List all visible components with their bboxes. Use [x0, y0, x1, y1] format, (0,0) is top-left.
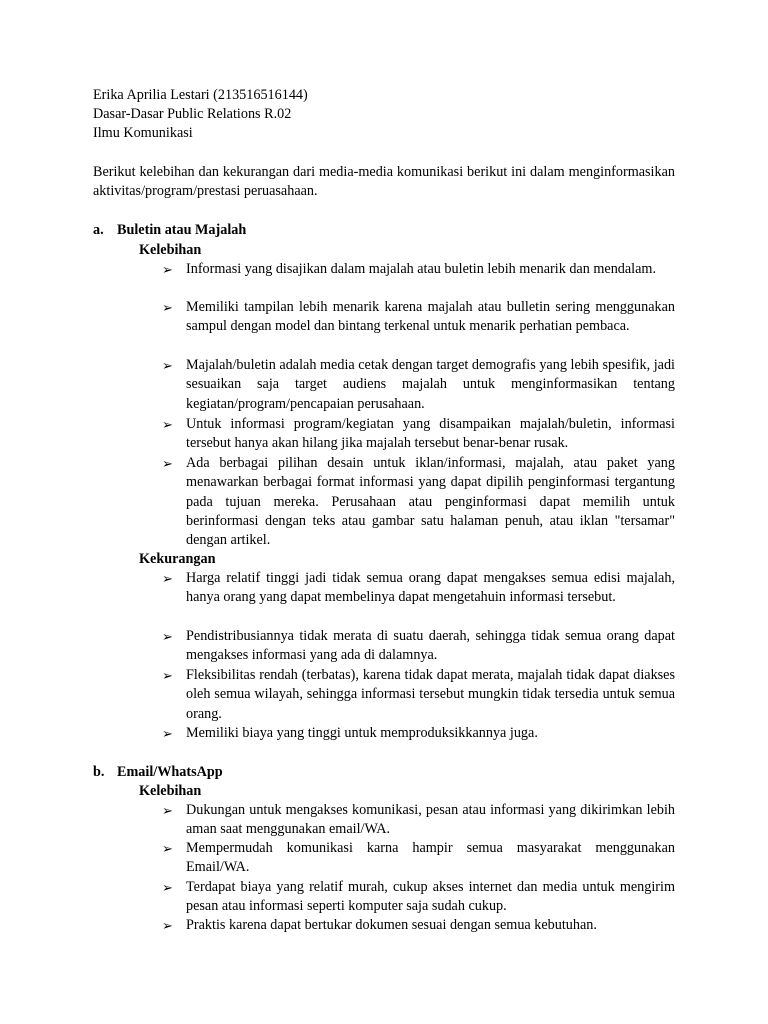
arrow-bullet-icon: ➢ — [162, 841, 173, 856]
section-a-letter: a. — [93, 222, 104, 238]
arrow-bullet-icon: ➢ — [162, 918, 173, 933]
list-item: Majalah/buletin adalah media cetak dengan target demografis yang lebih spesifik, jadi sesuaikan saja target audiens majalah untuk menginformasikan tentang kegiatan/program/pencapaian perusahaan. — [186, 357, 675, 412]
arrow-bullet-icon: ➢ — [162, 629, 173, 644]
list-item: Memiliki tampilan lebih menarik karena majalah atau bulletin sering menggunakan sampul dengan model dan bintang terkenal untuk menarik perhatian pembaca. — [186, 299, 675, 335]
list-item: Praktis karena dapat bertukar dokumen sesuai dengan semua kebutuhan. — [186, 917, 597, 933]
list-item: Terdapat biaya yang relatif murah, cukup akses internet dan media untuk mengirim pesan atau informasi seperti komputer saja sudah cukup. — [186, 879, 675, 915]
author-name: Erika Aprilia Lestari (213516516144) — [93, 87, 308, 103]
list-item: Mempermudah komunikasi karna hampir semua masyarakat menggunakan Email/WA. — [186, 840, 675, 876]
arrow-bullet-icon: ➢ — [162, 880, 173, 895]
section-b-title: Email/WhatsApp — [117, 764, 223, 780]
arrow-bullet-icon: ➢ — [162, 571, 173, 586]
intro-paragraph: Berikut kelebihan dan kekurangan dari media-media komunikasi berikut ini dalam menginformasikan aktivitas/program/prestasi peruasahaan. — [93, 164, 675, 200]
list-item: Pendistribusiannya tidak merata di suatu daerah, sehingga tidak semua orang dapat mengakses informasi yang ada di dalamnya. — [186, 628, 675, 664]
arrow-bullet-icon: ➢ — [162, 417, 173, 432]
list-item: Harga relatif tinggi jadi tidak semua orang dapat mengakses semua edisi majalah, hanya orang yang dapat membelinya dapat mengetahuin informasi tersebut. — [186, 570, 675, 606]
section-b-letter: b. — [93, 764, 105, 780]
list-item: Untuk informasi program/kegiatan yang disampaikan majalah/buletin, informasi tersebut hanya akan hilang jika majalah tersebut benar-benar rusak. — [186, 416, 675, 452]
list-item: Informasi yang disajikan dalam majalah atau buletin lebih menarik dan mendalam. — [186, 261, 657, 277]
list-item: Ada berbagai pilihan desain untuk iklan/informasi, majalah, atau paket yang menawarkan berbagai format informasi yang dapat dipilih penginformasi tergantung pada tujuan mereka. Perusahaan atau penginformasi dapat memilih untuk berinformasi dengan teks atau gambar satu halaman penuh, atau iklan "tersamar" dengan artikel. — [186, 455, 675, 549]
section-a-disadvantages-heading: Kekurangan — [139, 551, 216, 567]
list-item: Memiliki biaya yang tinggi untuk memproduksikkannya juga. — [186, 725, 538, 741]
section-a-title: Buletin atau Majalah — [117, 222, 247, 238]
arrow-bullet-icon: ➢ — [162, 456, 173, 471]
arrow-bullet-icon: ➢ — [162, 726, 173, 741]
arrow-bullet-icon: ➢ — [162, 300, 173, 315]
list-item: Fleksibilitas rendah (terbatas), karena tidak dapat merata, majalah tidak dapat diakses oleh semua wilayah, sehingga informasi tersebut mungkin tidak tersedia untuk semua orang. — [186, 667, 675, 722]
arrow-bullet-icon: ➢ — [162, 358, 173, 373]
course-name: Dasar-Dasar Public Relations R.02 — [93, 106, 292, 122]
department-name: Ilmu Komunikasi — [93, 125, 193, 141]
arrow-bullet-icon: ➢ — [162, 262, 173, 277]
list-item: Dukungan untuk mengakses komunikasi, pesan atau informasi yang dikirimkan lebih aman saat menggunakan email/WA. — [186, 802, 675, 838]
arrow-bullet-icon: ➢ — [162, 803, 173, 818]
section-a-advantages-heading: Kelebihan — [139, 242, 202, 258]
section-b-advantages-heading: Kelebihan — [139, 783, 202, 799]
arrow-bullet-icon: ➢ — [162, 668, 173, 683]
